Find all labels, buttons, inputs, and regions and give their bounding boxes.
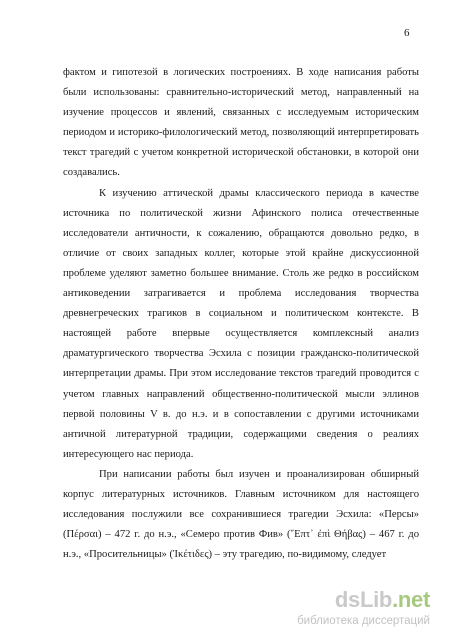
logo-tagline: библиотека диссертаций [297, 615, 430, 627]
body-text [63, 63, 419, 565]
paragraph-3: При написании работы был изучен и проанализирован обширный корпус литературных источников. Главным источником для настоящего исследования послужили все сохранившиеся трагедии Эсхила: «Персы» (Πέρσαι) – 472 г. до н.э., «Семеро против Фив» (῞Επτ᾽ ἐπὶ Θήβας) – 467 г. до н.э., «Просительницы» (Ἱκέτιδες) – эту трагедию, по-видимому, следует [63, 468, 419, 561]
logo-text-net: .net [392, 587, 430, 612]
dslib-watermark [288, 587, 438, 631]
page-number: 6 [404, 27, 410, 39]
dslib-logo [335, 587, 430, 613]
paragraph-2: К изучению аттической драмы классического периода в качестве источника по политической жизни Афинского полиса отечественные исследователи античности, к сожалению, обращаются довольно редко, в отличие от своих западных коллег, которые этой крайне дискуссионной проблеме уделяют заметно большее внимание. Столь же редко в российском антиковедении затрагивается и проблема исследования творчества древнегреческих трагиков в социальном и политическом контексте. В настоящей работе впервые осуществляется комплексный анализ драматургического творчества Эсхила с позиции гражданско-политической интерпретации драмы. При этом исследование текстов трагедий проводится с учетом главных направлений общественно-политической мысли эллинов первой половины V в. до н.э. и в сопоставлении с другими источниками античной литературной традиции, содержащими сведения о реалиях интересующего нас периода. [63, 187, 419, 460]
paragraph-1: фактом и гипотезой в логических построениях. В ходе написания работы были использованы: сравнительно-исторический метод, направленный на изучение процессов и явлений, связанных с исследуемым историческим периодом и историко-филологический метод, позволяющий интерпретировать текст трагедий с учетом конкретной исторической обстановки, в которой они создавались. [63, 67, 419, 179]
logo-text-dslib: dsLib [334, 587, 393, 612]
